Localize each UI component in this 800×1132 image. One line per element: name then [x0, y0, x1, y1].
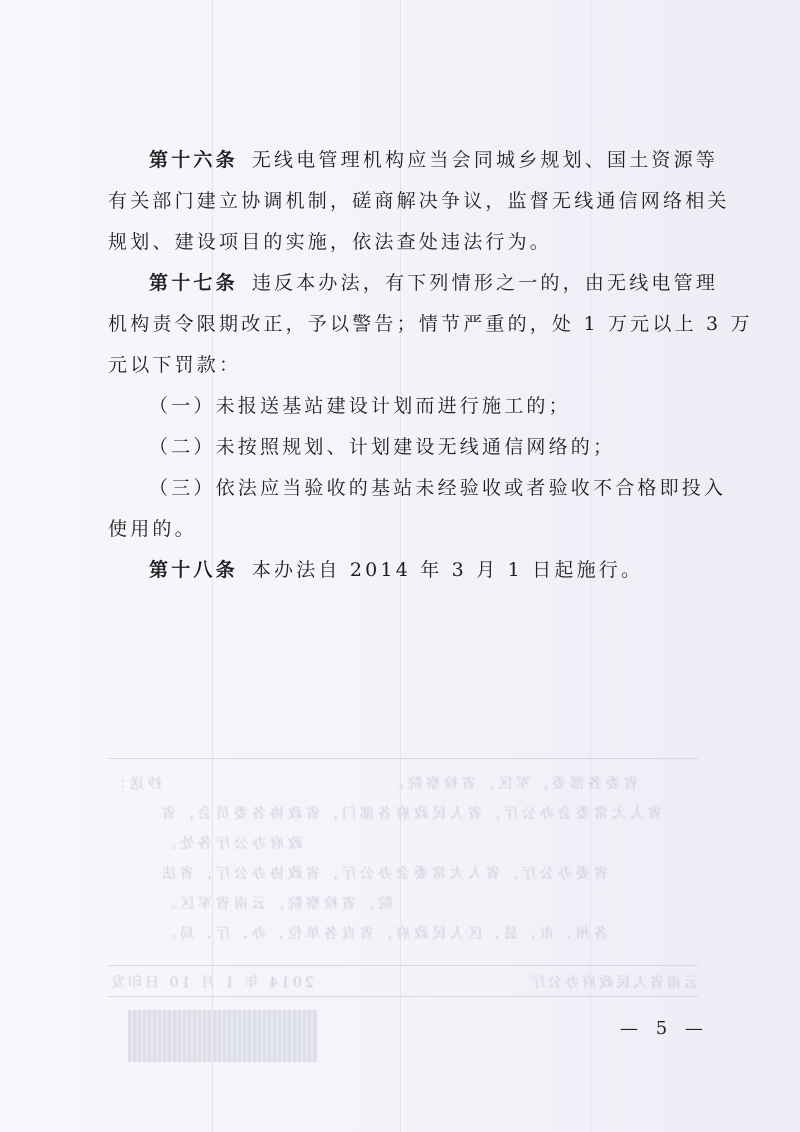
article-first-line	[108, 140, 719, 181]
list-item: （三）依法应当验收的基站未经验收或者验收不合格即投入	[149, 477, 727, 499]
page-number: — 5 —	[620, 1018, 709, 1039]
cc-line: 政府办公厅各处。	[158, 836, 302, 852]
article-text: 规划、建设项目的实施，依法查处违法行为。	[108, 231, 553, 253]
cc-block	[108, 759, 698, 959]
article-text: 无线电管理机构应当会同城乡规划、国土资源等	[251, 149, 719, 171]
article-text: 元以下罚款：	[108, 354, 242, 376]
cc-line: 院，省检察院，云南省军区。	[158, 896, 392, 912]
cc-line: 各州、市、县、区人民政府，省直各单位、办、厅、局。	[158, 926, 608, 942]
article-text: 违反本办法，有下列情形之一的，由无线电管理	[251, 272, 719, 294]
distribution-footer	[108, 758, 698, 997]
article-18	[108, 550, 708, 591]
list-item: （二）未按照规划、计划建设无线通信网络的；	[149, 436, 616, 458]
list-item-continuation: 使用的。	[108, 518, 197, 540]
cc-line: 省委各部委，军区，省检察院。	[386, 776, 638, 792]
blurred-stamp	[128, 1010, 318, 1062]
divider	[108, 996, 698, 997]
issue-date: 2014 年 1 月 10 日印发	[108, 975, 314, 991]
list-item: （一）未报送基站建设计划而进行施工的；	[149, 395, 571, 417]
article-text: 本办法自 2014 年 3 月 1 日起施行。	[251, 559, 644, 581]
article-heading: 第十八条	[149, 559, 238, 581]
article-heading: 第十六条	[149, 149, 238, 171]
article-text: 有关部门建立协调机制，磋商解决争议，监督无线通信网络相关	[108, 190, 730, 212]
issuing-office: 云南省人民政府办公厅	[528, 975, 698, 991]
article-text: 机构责令限期改正，予以警告；情节严重的，处 1 万元以上 3 万	[108, 313, 753, 335]
issue-row	[108, 966, 698, 996]
cc-line: 省委办公厅，省人大常委会办公厅，省政协办公厅，省法	[158, 866, 608, 882]
article-16	[108, 140, 730, 263]
article-heading: 第十七条	[149, 272, 238, 294]
article-first-line	[108, 550, 708, 591]
cc-label: 抄送：	[108, 776, 162, 792]
cc-line: 省人大常委会办公厅，省人民政府各部门，省政协各委员会，省	[158, 806, 662, 822]
article-first-line	[108, 263, 719, 304]
article-17	[108, 263, 753, 550]
